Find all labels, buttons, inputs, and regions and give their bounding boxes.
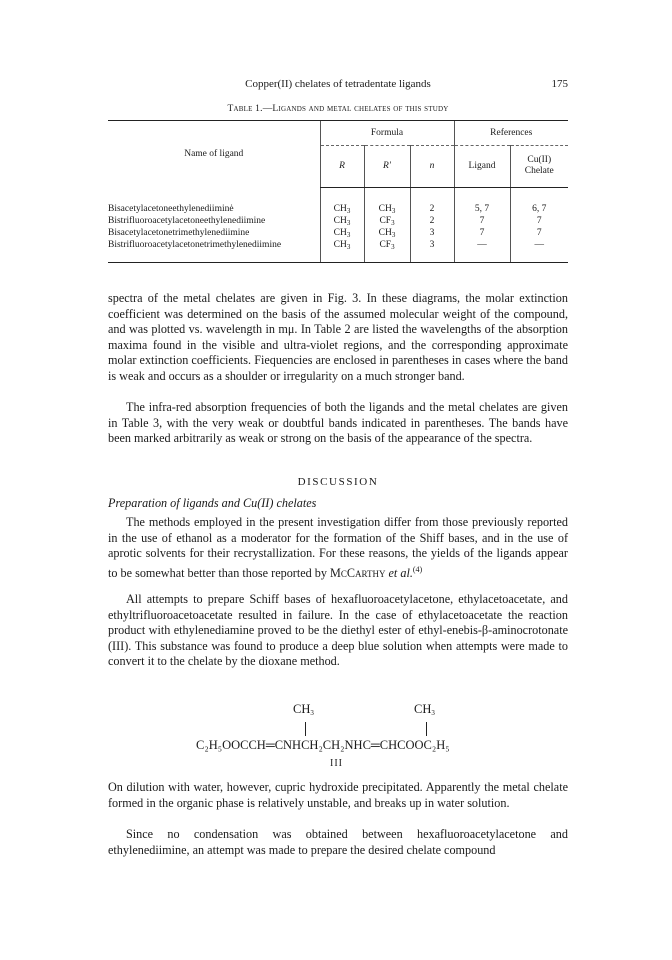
formula-label: III bbox=[330, 758, 343, 769]
author-name: McCarthy bbox=[330, 565, 386, 580]
col-header-chelate: Cu(II) Chelate bbox=[510, 146, 568, 187]
table-row bbox=[108, 240, 568, 263]
chelate-ref: 7 bbox=[510, 216, 568, 228]
col-group-formula: Formula bbox=[320, 121, 454, 146]
formula-main-line: C₂H₅OOCCH═CNHCH₂CH₂NHC═CHCOOC₂H₅ bbox=[196, 738, 450, 752]
ligand-ref: — bbox=[454, 240, 510, 263]
discussion-heading: DISCUSSION bbox=[297, 476, 379, 488]
formula-ch3-left: $CH_3$ bbox=[293, 702, 314, 717]
table-row bbox=[108, 204, 568, 216]
ligand-ref: 5, 7 bbox=[454, 204, 510, 216]
r-prime-value: $CH_3$ bbox=[364, 228, 410, 240]
chelate-ref: — bbox=[510, 240, 568, 263]
structural-formula-iii bbox=[108, 700, 568, 770]
r-prime-value: $CF_3$ bbox=[364, 216, 410, 228]
r-value: $CH_3$ bbox=[320, 216, 364, 228]
chelate-ref: 7 bbox=[510, 228, 568, 240]
page-number: 175 bbox=[551, 78, 568, 90]
r-value: $CH_3$ bbox=[320, 228, 364, 240]
ligand-ref: 7 bbox=[454, 216, 510, 228]
n-value: 2 bbox=[410, 216, 454, 228]
chelate-ref: 6, 7 bbox=[510, 204, 568, 216]
n-value: 2 bbox=[410, 204, 454, 216]
r-value: $CH_3$ bbox=[320, 204, 364, 216]
table-row bbox=[108, 216, 568, 228]
formula-bond-right bbox=[426, 722, 427, 736]
paragraph-methods: The methods employed in the present investigation differ from those previously reported in the use of ethanol as a moderator for the formation of the Shiff bases, and in the use of aprotic solvents for their recrystallization. For these reasons, the yields of the ligands appear to be somewhat better than those reported by McCarthy et al.$^{(4)}$ bbox=[108, 515, 568, 580]
r-prime-value: $CF_3$ bbox=[364, 240, 410, 263]
table-caption-text: —Ligands and metal chelates of this study bbox=[262, 104, 449, 114]
formula-ch3-right: $CH_3$ bbox=[414, 702, 435, 717]
n-value: 3 bbox=[410, 240, 454, 263]
reference-citation: (4) bbox=[412, 564, 423, 574]
ligand-name: Bistrifluoroacetylacetoneethylenediimine bbox=[108, 216, 266, 227]
paragraph-schiff-bases: All attempts to prepare Schiff bases of hexafluoroacetylacetone, ethylacetoacetate, and ethyltrifluoroacetoacetate resulted in failure. In the case of ethylacetoacetate the reaction product with ethylenediamine proved to be the diethyl ester of ethyl-enebis-β-aminocrotonate (III). This substance was found to produce a deep blue solution when attempts were made to convert it to the chelate by the dioxane method. bbox=[108, 592, 568, 669]
col-header-r-prime: R′ bbox=[364, 146, 410, 187]
ligands-table bbox=[108, 120, 568, 263]
r-value: $CH_3$ bbox=[320, 240, 364, 263]
col-group-references: References bbox=[454, 121, 568, 146]
table-caption-prefix: Table 1. bbox=[227, 104, 263, 114]
paragraph-spectra: spectra of the metal chelates are given in Fig. 3. In these diagrams, the molar extinction coefficient was determined on the basis of the assumed molecular weight of the compound, and was plotted vs. wavelength in mμ. In Table 2 are listed the wavelengths of the absorption maxima found in the visible and ultra-violet regions, and the corresponding approximate molar extinction coefficients. Fiequencies are enclosed in parentheses in cases where the band is weak and occurs as a shoulder or irregularity on a much stronger band. bbox=[108, 291, 568, 383]
col-header-n: n bbox=[410, 146, 454, 187]
col-header-name: Name of ligand bbox=[108, 121, 320, 188]
running-title: Copper(II) chelates of tetradentate ligands bbox=[245, 78, 431, 90]
r-prime-value: $CH_3$ bbox=[364, 204, 410, 216]
ligand-name: Bistrifluoroacetylacetonetrimethylenediimine bbox=[108, 240, 320, 263]
ligand-ref: 7 bbox=[454, 228, 510, 240]
paragraph-dilution: On dilution with water, however, cupric hydroxide precipitated. Apparently the metal chelate formed in the organic phase is relatively unstable, and breaks up in water solution. bbox=[108, 780, 568, 810]
paragraph-infrared: The infra-red absorption frequencies of both the ligands and the metal chelates are given in Table 3, with the very weak or doubtful bands indicated in parentheses. The bands have been marked arbitrarily as weak or strong on the basis of the appearance of the spectra. bbox=[108, 400, 568, 446]
col-header-ligand: Ligand bbox=[454, 146, 510, 187]
subsection-heading: Preparation of ligands and Cu(II) chelates bbox=[108, 496, 317, 510]
ligand-name: Bisacetylacetonetrimethylenediimine bbox=[108, 228, 250, 239]
table-caption bbox=[108, 104, 568, 114]
formula-bond-left bbox=[305, 722, 306, 736]
col-header-r: R bbox=[320, 146, 364, 187]
n-value: 3 bbox=[410, 228, 454, 240]
ligand-name: Bisacetylacetoneethylenediiminė bbox=[108, 204, 234, 215]
paragraph-condensation: Since no condensation was obtained between hexafluoroacetylacetone and ethylenediimine, an attempt was made to prepare the desired chelate compound bbox=[108, 827, 568, 857]
table-row bbox=[108, 228, 568, 240]
